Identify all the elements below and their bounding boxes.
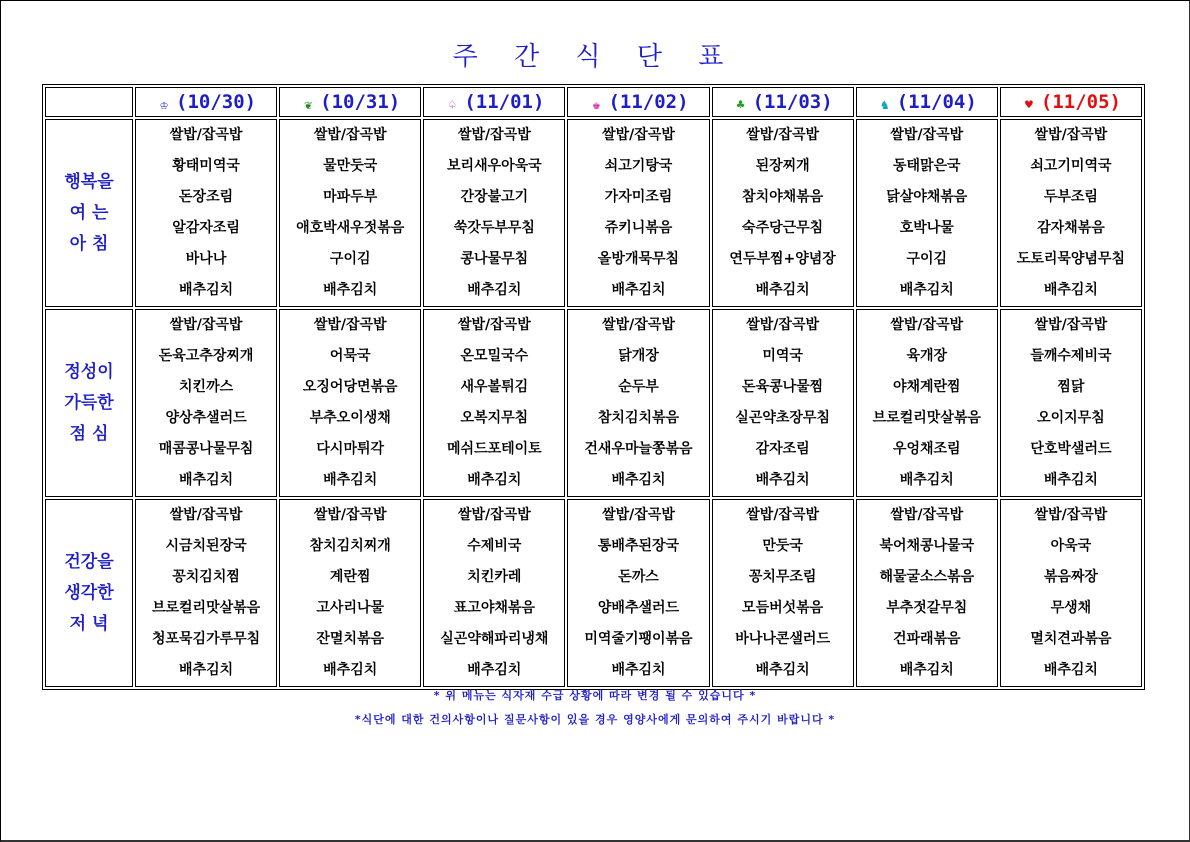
day-date: (11/01) xyxy=(464,90,545,113)
day-date: (11/05) xyxy=(1040,90,1121,113)
page-title: 주 간 식 단 표 xyxy=(452,42,738,72)
dish-item: 보리새우아욱국 xyxy=(447,158,542,174)
dish-item: 육개장 xyxy=(906,348,948,364)
sat-icon: ♞ xyxy=(880,97,889,113)
dish-item: 쌀밥/잡곡밥 xyxy=(746,317,819,333)
dish-item: 실곤약해파리냉채 xyxy=(440,631,549,647)
dish-item: 바나나콘샐러드 xyxy=(735,631,830,647)
dish-item: 쌀밥/잡곡밥 xyxy=(169,127,243,143)
day-date: (11/02) xyxy=(608,90,689,113)
dish-item: 참치야채볶음 xyxy=(742,189,824,205)
dish-item: 배추김치 xyxy=(611,282,666,298)
dish-item: 치킨카레 xyxy=(467,569,522,585)
day-date: (11/04) xyxy=(896,90,977,113)
menu-cell xyxy=(856,119,998,307)
dish-item: 숙주당근무침 xyxy=(742,220,824,236)
day-date: (11/03) xyxy=(752,90,833,113)
dish-item: 들깨수제비국 xyxy=(1030,348,1112,364)
dish-item: 수제비국 xyxy=(467,538,522,554)
dish-item: 알감자조림 xyxy=(172,220,240,236)
dish-item: 어묵국 xyxy=(329,348,371,364)
dish-item: 구이김 xyxy=(906,251,948,267)
dish-item: 배추김치 xyxy=(467,282,522,298)
day-header xyxy=(135,87,277,117)
dish-item: 배추김치 xyxy=(899,662,954,678)
menu-table xyxy=(42,84,1145,690)
dish-item: 배추김치 xyxy=(611,472,666,488)
meal-row xyxy=(45,119,1142,307)
dish-item: 올방개묵무침 xyxy=(597,251,680,267)
day-header xyxy=(567,87,709,117)
dish-item: 동태맑은국 xyxy=(892,158,961,174)
wed-icon: ♤ xyxy=(448,97,457,113)
dish-item: 쌀밥/잡곡밥 xyxy=(602,507,675,523)
dish-item: 닭살야채볶음 xyxy=(886,189,968,205)
dish-item: 표고야채볶음 xyxy=(453,600,535,616)
menu-cell xyxy=(135,499,277,687)
dish-item: 미역줄기팽이볶음 xyxy=(584,631,693,647)
dish-item: 북어채콩나물국 xyxy=(879,538,975,554)
dish-item: 부추오이생채 xyxy=(309,410,391,426)
dish-item: 쌀밥/잡곡밥 xyxy=(602,317,675,333)
dish-item: 쥬키니볶음 xyxy=(604,220,673,236)
dish-item: 시금치된장국 xyxy=(165,538,247,554)
dish-item: 배추김치 xyxy=(899,282,954,298)
dish-item: 브로컬리맛살볶음 xyxy=(151,600,261,616)
menu-cell xyxy=(279,499,421,687)
dish-item: 단호박샐러드 xyxy=(1030,441,1112,457)
meal-row xyxy=(45,309,1142,497)
notice-contact: *식단에 대한 건의사항이나 질문사항이 있을 경우 영양사에게 문의하여 주시기 바랍니다 * xyxy=(354,713,836,726)
dish-item: 멸치견과볶음 xyxy=(1030,631,1112,647)
tue-icon: ❦ xyxy=(304,97,313,113)
dish-item: 청포묵김가루무침 xyxy=(151,631,261,647)
menu-cell xyxy=(423,119,565,307)
dish-item: 쌀밥/잡곡밥 xyxy=(1034,317,1108,333)
notice-change: * 위 메뉴는 식자재 수급 상황에 따라 변경 될 수 있습니다 * xyxy=(433,689,757,702)
dish-item: 양상추샐러드 xyxy=(165,410,247,426)
menu-cell xyxy=(279,119,421,307)
meal-label-line: 저 녁 xyxy=(69,613,109,634)
dish-item: 배추김치 xyxy=(179,662,234,678)
fri-icon: ♣ xyxy=(736,97,745,113)
dish-item: 배추김치 xyxy=(467,472,522,488)
dish-item: 쌀밥/잡곡밥 xyxy=(1034,127,1108,143)
menu-cell xyxy=(1000,499,1142,687)
dish-item: 통배추된장국 xyxy=(597,538,680,554)
meal-label xyxy=(45,499,133,687)
dish-item: 참치김치볶음 xyxy=(597,410,680,426)
dish-item: 구이김 xyxy=(329,251,371,267)
dish-item: 애호박새우젓볶음 xyxy=(296,220,405,236)
menu-cell xyxy=(423,309,565,497)
dish-item: 해물굴소스볶음 xyxy=(879,569,975,585)
dish-item: 오이지무침 xyxy=(1037,410,1105,426)
menu-cell xyxy=(135,119,277,307)
day-header xyxy=(423,87,565,117)
thu-icon: ♚ xyxy=(592,97,601,113)
dish-item: 돈육고추장찌개 xyxy=(158,348,254,364)
dish-item: 꽁치김치찜 xyxy=(172,569,240,585)
dish-item: 쌀밥/잡곡밥 xyxy=(602,127,675,143)
day-header xyxy=(712,87,854,117)
dish-item: 부추젓갈무침 xyxy=(886,600,968,616)
header-row xyxy=(45,87,1142,117)
dish-item: 닭개장 xyxy=(618,348,659,364)
dish-item: 쌀밥/잡곡밥 xyxy=(890,127,964,143)
dish-item: 메쉬드포테이토 xyxy=(447,441,542,457)
menu-cell xyxy=(279,309,421,497)
dish-item: 다시마튀각 xyxy=(316,441,385,457)
dish-item: 두부조림 xyxy=(1043,189,1098,205)
dish-item: 감자채볶음 xyxy=(1037,220,1105,236)
dish-item: 만둣국 xyxy=(762,538,803,554)
dish-item: 물만둣국 xyxy=(323,158,378,174)
dish-item: 건새우마늘쫑볶음 xyxy=(584,441,693,457)
dish-item: 배추김치 xyxy=(179,282,234,298)
dish-item: 실곤약초장무침 xyxy=(735,410,830,426)
dish-item: 잔멸치볶음 xyxy=(316,631,385,647)
meal-label xyxy=(45,309,133,497)
dish-item: 배추김치 xyxy=(755,282,810,298)
dish-item: 콩나물무침 xyxy=(460,251,529,267)
dish-item: 배추김치 xyxy=(611,662,666,678)
dish-item: 쌀밥/잡곡밥 xyxy=(1034,507,1108,523)
menu-cell xyxy=(423,499,565,687)
dish-item: 무생채 xyxy=(1050,600,1092,616)
dish-item: 돈까스 xyxy=(618,569,659,585)
dish-item: 쇠고기미역국 xyxy=(1030,158,1112,174)
dish-item: 쌀밥/잡곡밥 xyxy=(313,127,387,143)
meal-label-line: 아 침 xyxy=(69,233,109,254)
day-header xyxy=(856,87,998,117)
dish-item: 쌀밥/잡곡밥 xyxy=(457,127,531,143)
menu-cell xyxy=(856,499,998,687)
menu-cell xyxy=(135,309,277,497)
dish-item: 야채계란찜 xyxy=(892,379,961,395)
dish-item: 배추김치 xyxy=(1043,282,1098,298)
dish-item: 바나나 xyxy=(185,251,227,267)
dish-item: 볶음짜장 xyxy=(1043,569,1098,585)
menu-cell xyxy=(712,119,854,307)
dish-item: 가자미조림 xyxy=(604,189,673,205)
meal-label-line: 행복을 xyxy=(64,171,114,192)
day-date: (10/31) xyxy=(320,90,401,113)
meal-label-line: 가득한 xyxy=(64,392,114,413)
dish-item: 된장찌개 xyxy=(755,158,810,174)
menu-cell xyxy=(712,309,854,497)
day-date: (10/30) xyxy=(176,90,257,113)
dish-item: 마파두부 xyxy=(323,189,378,205)
menu-cell xyxy=(1000,309,1142,497)
meal-label-line: 여 는 xyxy=(69,202,109,223)
dish-item: 미역국 xyxy=(762,348,803,364)
dish-item: 배추김치 xyxy=(323,472,378,488)
meal-label-line: 건강을 xyxy=(64,551,114,572)
dish-item: 아욱국 xyxy=(1050,538,1092,554)
dish-item: 감자조림 xyxy=(755,441,810,457)
dish-item: 쌀밥/잡곡밥 xyxy=(746,127,819,143)
dish-item: 쌀밥/잡곡밥 xyxy=(169,317,243,333)
dish-item: 양배추샐러드 xyxy=(597,600,680,616)
dish-item: 쌀밥/잡곡밥 xyxy=(890,507,964,523)
sun-icon: ♥ xyxy=(1024,97,1033,113)
dish-item: 계란찜 xyxy=(329,569,371,585)
dish-item: 배추김치 xyxy=(467,662,522,678)
menu-cell xyxy=(567,119,709,307)
dish-item: 쌀밥/잡곡밥 xyxy=(457,507,531,523)
mon-icon: ♔ xyxy=(160,97,168,113)
dish-item: 쌀밥/잡곡밥 xyxy=(457,317,531,333)
dish-item: 우엉채조림 xyxy=(892,441,961,457)
dish-item: 배추김치 xyxy=(1043,472,1098,488)
dish-item: 배추김치 xyxy=(323,662,378,678)
dish-item: 오복지무침 xyxy=(460,410,529,426)
dish-item: 쌀밥/잡곡밥 xyxy=(313,507,387,523)
meal-label-line: 점 심 xyxy=(69,423,109,444)
day-header xyxy=(1000,87,1142,117)
meal-label-line: 생각한 xyxy=(64,582,114,603)
dish-item: 돈육콩나물찜 xyxy=(742,379,824,395)
dish-item: 찜닭 xyxy=(1057,379,1085,395)
dish-item: 배추김치 xyxy=(755,472,810,488)
dish-item: 돈장조림 xyxy=(179,189,234,205)
dish-item: 배추김치 xyxy=(179,472,234,488)
dish-item: 건파래볶음 xyxy=(892,631,961,647)
dish-item: 쌀밥/잡곡밥 xyxy=(746,507,819,523)
menu-cell xyxy=(567,499,709,687)
dish-item: 쌀밥/잡곡밥 xyxy=(313,317,387,333)
dish-item: 도토리묵양념무침 xyxy=(1016,251,1126,267)
menu-cell xyxy=(1000,119,1142,307)
dish-item: 오징어당면볶음 xyxy=(302,379,398,395)
dish-item: 참치김치찌개 xyxy=(309,538,391,554)
dish-item: 배추김치 xyxy=(323,282,378,298)
dish-item: 순두부 xyxy=(618,379,659,395)
dish-item: 쑥갓두부무침 xyxy=(453,220,535,236)
dish-item: 배추김치 xyxy=(1043,662,1098,678)
dish-item: 간장불고기 xyxy=(460,189,529,205)
dish-item: 치킨까스 xyxy=(179,379,234,395)
day-header xyxy=(279,87,421,117)
dish-item: 연두부찜+양념장 xyxy=(729,251,836,267)
dish-item: 매콤콩나물무침 xyxy=(158,441,254,457)
dish-item: 배추김치 xyxy=(755,662,810,678)
dish-item: 새우볼튀김 xyxy=(460,379,529,395)
meal-row xyxy=(45,499,1142,687)
meal-label-line: 정성이 xyxy=(64,361,114,382)
dish-item: 모듬버섯볶음 xyxy=(742,600,824,616)
dish-item: 호박나물 xyxy=(899,220,954,236)
menu-cell xyxy=(567,309,709,497)
meal-label xyxy=(45,119,133,307)
dish-item: 고사리나물 xyxy=(316,600,385,616)
dish-item: 쇠고기탕국 xyxy=(604,158,673,174)
dish-item: 꽁치무조림 xyxy=(748,569,817,585)
dish-item: 쌀밥/잡곡밥 xyxy=(890,317,964,333)
corner-cell xyxy=(45,87,133,117)
dish-item: 쌀밥/잡곡밥 xyxy=(169,507,243,523)
menu-cell xyxy=(856,309,998,497)
dish-item: 황태미역국 xyxy=(172,158,240,174)
menu-cell xyxy=(712,499,854,687)
dish-item: 브로컬리맛살볶음 xyxy=(872,410,981,426)
dish-item: 배추김치 xyxy=(899,472,954,488)
dish-item: 온모밀국수 xyxy=(460,348,529,364)
